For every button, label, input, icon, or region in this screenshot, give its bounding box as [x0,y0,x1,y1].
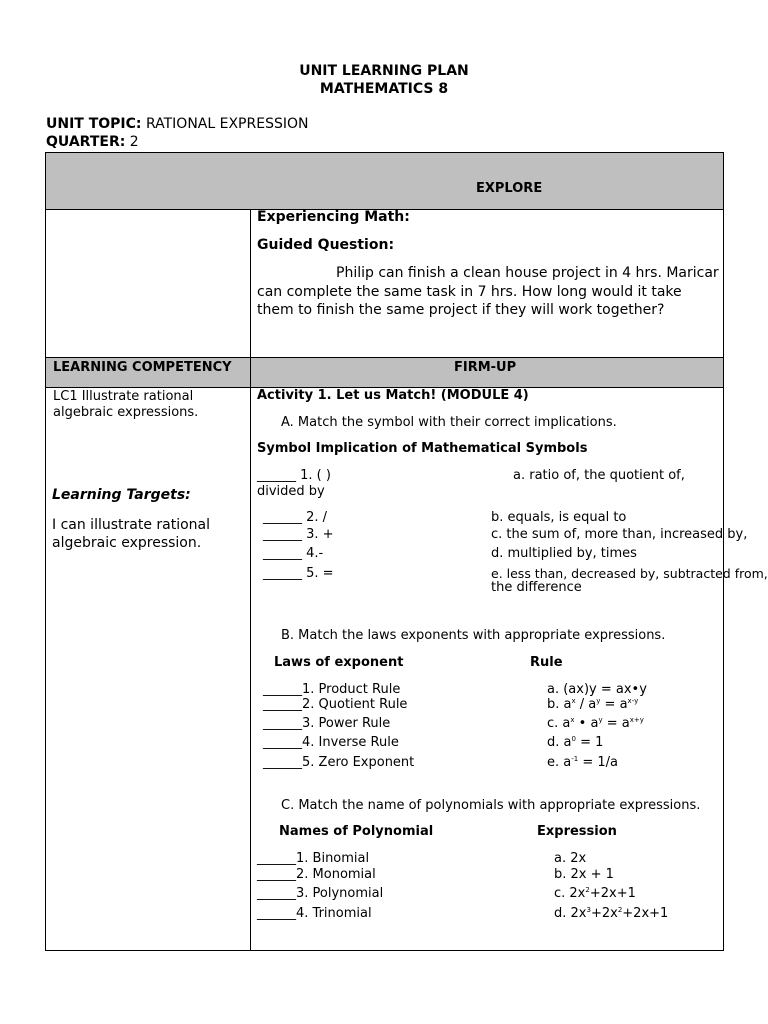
experiencing-math-heading: Experiencing Math: [257,209,410,225]
part-a-item-5: ______ 5. = [263,566,334,581]
quarter-value: 2 [129,134,139,150]
part-b-item-3: ______3. Power Rule [263,716,391,731]
target-line-1: I can illustrate rational [52,517,211,533]
guided-question-label: Guided Question: [257,237,395,253]
table-border-right [723,152,724,951]
lc1-line-2: algebraic expressions. [53,405,199,420]
part-a-answer-c: c. the sum of, more than, increased by, [491,527,748,542]
part-a-answer-a-cont: divided by [257,484,325,499]
unit-topic-value: RATIONAL EXPRESSION [145,116,309,132]
explore-heading: EXPLORE [476,181,543,196]
part-b-item-4: ______4. Inverse Rule [263,735,399,750]
part-c-item-2: ______2. Monomial [257,867,376,882]
learning-targets-heading: Learning Targets: [52,487,191,503]
explore-header-band [46,153,723,209]
part-b-rule-b: b. $a^x / a^y = a^{x-y}$ [547,697,639,712]
table-border-left [45,152,46,951]
part-a-instruction: A. Match the symbol with their correct implications. [281,415,617,430]
part-a-answer-d: d. multiplied by, times [491,546,637,561]
part-b-item-2: ______2. Quotient Rule [263,697,408,712]
table-column-divider [250,209,251,951]
part-c-expr-d: d. $2x^3+2x^2+2x+1$ [554,906,669,921]
part-b-rule-e: e. $a^{-1} = 1/a$ [547,755,618,770]
unit-topic [46,116,308,132]
question-line-1: Philip can finish a clean house project in 4 hrs. Maricar [336,265,719,281]
part-c-item-3: ______3. Polynomial [257,886,384,901]
table-border-row2 [45,357,724,358]
question-line-2: can complete the same task in 7 hrs. How long would it take [257,284,682,300]
part-b-col1-header: Laws of exponent [274,655,404,670]
firmup-header: FIRM-UP [454,360,517,375]
learning-competency-header: LEARNING COMPETENCY [53,360,232,375]
part-a-answer-a: a. ratio of, the quotient of, [513,468,685,483]
part-a-answer-e: e. less than, decreased by, subtracted from, [491,566,768,581]
table-border-top [45,152,724,153]
part-c-item-4: ______4. Trinomial [257,906,372,921]
part-c-instruction: C. Match the name of polynomials with appropriate expressions. [281,798,701,813]
part-c-expr-c: c. $2x^2+2x+1$ [554,886,636,901]
part-a-item-2: ______ 2. / [263,510,328,525]
part-a-subheading: Symbol Implication of Mathematical Symbols [257,441,588,456]
question-line-3: them to finish the same project if they will work together? [257,302,665,318]
title-line-1: UNIT LEARNING PLAN [299,63,469,79]
part-c-expr-b: b. 2x + 1 [554,867,614,882]
target-line-2: algebraic expression. [52,535,202,551]
lc1-line-1: LC1 Illustrate rational [53,389,194,404]
part-b-item-1: ______1. Product Rule [263,682,401,697]
part-a-item-3: ______ 3. + [263,527,334,542]
quarter-label: QUARTER: [46,134,126,150]
part-b-col2-header: Rule [530,655,563,670]
part-c-col2-header: Expression [537,824,617,839]
unit-topic-label: UNIT TOPIC: [46,116,142,132]
part-b-rule-a: a. (ax)y = ax•y [547,682,647,697]
part-a-item-1: ______ 1. ( ) [257,468,331,483]
title-line-2: MATHEMATICS 8 [319,81,449,97]
part-c-expr-a: a. 2x [554,851,587,866]
part-a-answer-e-cont: the difference [491,580,582,595]
part-b-item-5: ______5. Zero Exponent [263,755,415,770]
part-b-rule-d: d. $a^0 = 1$ [547,735,604,750]
table-border-bottom [45,950,724,951]
activity-title: Activity 1. Let us Match! (MODULE 4) [257,388,529,403]
part-b-instruction: B. Match the laws exponents with appropriate expressions. [281,628,666,643]
part-c-col1-header: Names of Polynomial [279,824,434,839]
part-c-item-1: ______1. Binomial [257,851,370,866]
quarter [46,134,139,150]
part-a-item-4: ______ 4.- [263,546,324,561]
part-b-rule-c: c. $a^x$ • $a^y = a^{x+y}$ [547,716,644,731]
part-a-answer-b: b. equals, is equal to [491,510,627,525]
